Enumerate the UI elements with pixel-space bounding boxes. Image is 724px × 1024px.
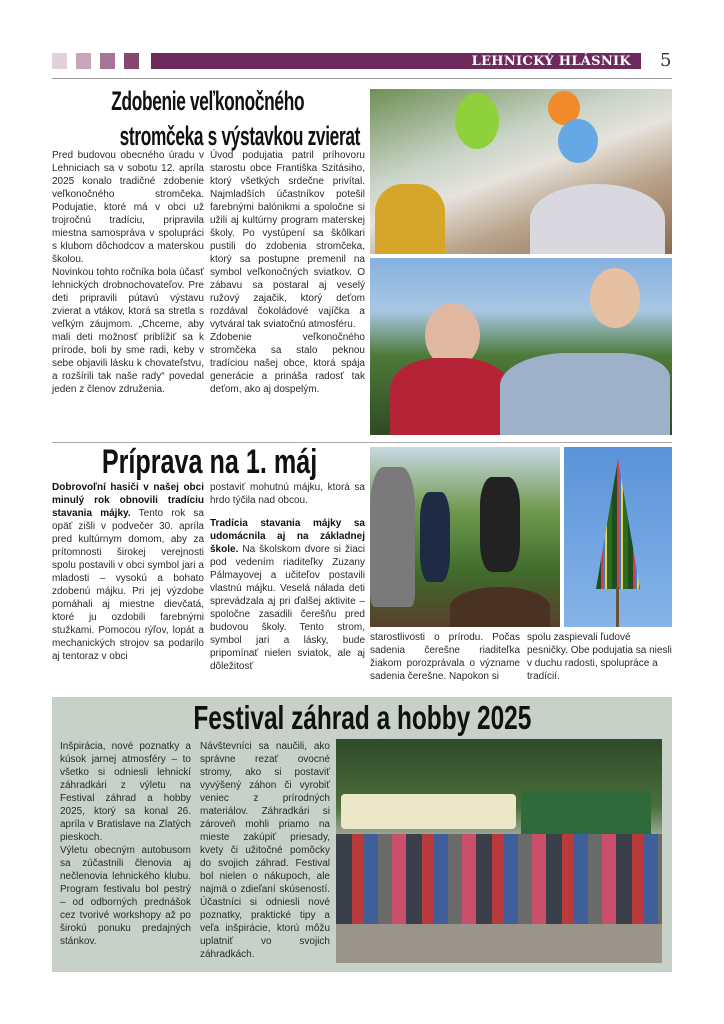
person — [530, 184, 665, 254]
photo-man-with-rabbit — [370, 258, 672, 435]
paragraph: Úvod podujatia patril príhovoru starostu obce Františka Szitásiho, ktorý všetkých srdečne privítal. Najmladších účastníkov potešil farebnými balónikmi a spoločne si užili aj kultúrny program materskej školy. Po vystúpení sa škôlkari pustili do zdobenia stromčeka, ktorý sa postupne premenil na symbol veľkonočných sviatkov. O zábavu sa postaral aj veselý ružový zajačik, ktorý deťom rozdával čokoládové vajíčka a vytváral tak sviatočnú atmosféru. — [210, 150, 365, 330]
maypole-trunk — [616, 587, 619, 627]
person — [480, 477, 520, 572]
paragraph: Pred budovou obecného úradu v Lehniciach sa v sobotu 12. apríla 2025 konalo tradičné zdobenie veľkonočného stromčeka. Podujatie, ktoré má v obci už trojročnú tradíciu, pripravila miestna samospráva v spolupráci s klubom dôchodcov a materskou školou. — [52, 150, 204, 265]
paragraph: Inšpirácia, nové poznatky a kúsok jarnej atmosféry – to všetko si odniesli lehnickí záhradkári z výletu na Festival záhrad a hobby 2025, ktorý sa konal 26. apríla v Bratislave na Zlatých pieskoch. — [60, 741, 191, 843]
header-bar — [151, 53, 641, 69]
paragraph: Novinkou tohto ročníka bola účasť lehnických drobnochovateľov. Pre deti pripravili pútavú výstavu zvierat a vtákov, ktorá sa stretla s veľkým záujmom. „Chceme, aby mali deti možnosť priblížiť sa k prírode, boli by sme radi, keby v sebe objavili lásku k chovateľstvu, a rozšírili tak naše rady“ povedal jeden z členov združenia. — [52, 267, 204, 395]
photo-garden-festival-group — [336, 739, 662, 963]
paragraph: spolu zaspievali ľudové pesničky. Obe podujatia sa niesli v duchu radosti, spolupráce a tradícií. — [527, 632, 672, 682]
pavement — [336, 924, 662, 963]
title-line: Zdobenie veľkonočného — [111, 86, 305, 116]
header-square — [100, 53, 115, 69]
balloon — [558, 119, 598, 163]
article2-column1 — [52, 481, 204, 663]
article3-column1 — [60, 740, 191, 948]
article3-column2 — [200, 740, 330, 961]
title-text: Festival záhrad a hobby 2025 — [193, 699, 531, 736]
title-line: stromčeka s výstavkou zvierat — [119, 121, 361, 151]
article3-title — [52, 700, 672, 736]
header-square — [76, 53, 91, 69]
lead-text: Dobrovoľní hasiči v našej obci minulý rok obnovili tradíciu stavania májky. — [52, 482, 204, 519]
maypole-tree — [596, 459, 640, 589]
photo-easter-tree-crowd — [370, 89, 672, 254]
soil — [450, 587, 550, 627]
article2-column4 — [527, 631, 672, 683]
paragraph: postaviť mohutnú májku, ktorá sa hrdo týčila nad obcou. — [210, 482, 365, 506]
festival-sign — [521, 791, 651, 836]
article2-column3 — [370, 631, 520, 683]
person — [390, 358, 510, 435]
child — [500, 353, 670, 435]
header-divider — [52, 78, 672, 79]
title-text: Príprava na 1. máj — [102, 443, 318, 481]
child-face — [590, 268, 640, 328]
group-of-people — [336, 834, 662, 924]
lead-text: Tradícia stavania májky sa udomácnila aj na základnej škole. — [210, 518, 365, 555]
paragraph: starostlivosti o prírodu. Počas sadenia čerešne riaditeľka žiakom porozprávala o význame sadenia čerešne. Napokon si — [370, 632, 520, 682]
article2-title — [40, 444, 380, 480]
paragraph: Zdobenie veľkonočného stromčeka sa stalo peknou tradíciou našej obce, ktorá spája generácie a prináša radosť tak deťom, ako aj dospelým. — [210, 332, 365, 395]
header-square — [52, 53, 67, 69]
article2-column2 — [210, 481, 365, 673]
article1-column1 — [52, 149, 204, 396]
article1-title — [52, 86, 364, 156]
paragraph: Výletu obecným autobusom sa zúčastnili členovia aj nečlenovia lehnického klubu. Program festivalu bol pestrý – od odborných prednášok cez tvorivé workshopy až po širokú ponuku predajných stánkov. — [60, 845, 191, 947]
balloon — [455, 93, 499, 149]
article1-column2 — [210, 149, 365, 396]
paragraph: Tento rok sa opäť zišli v podvečer 30. apríla pred kultúrnym domom, aby za prítomnosti širokej verejnosti spolu postavili v obci symbol jari a mladosti – vysokú a bohato zdobenú májku. Pri jej výzdobe pomáhali aj miestne dievčatá, ktoré ju ozdobili farebnými stužkami. Pomocou rýľov, lopát a mechanických strojov sa podarilo aj tentoraz v obci — [52, 508, 204, 662]
paragraph: Na školskom dvore si žiaci pod vedením riaditeľky Zuzany Pálmayovej a učiteľov postavili vlastnú májku. Veselá nálada deti sprevádzala aj pri ďalšej aktivite – spoločne zasadili čerešňu pred budovou školy. Tento strom, symbol jari a lásky, bude pripomínať nielen sviatok, ale aj dôležitosť — [210, 544, 365, 672]
publication-name: LEHNICKÝ HLÁSNIK — [471, 54, 631, 69]
photo-planting-cherry — [370, 447, 560, 627]
photo-maypole — [564, 447, 672, 627]
page-number: 5 — [660, 50, 672, 71]
header-square — [124, 53, 139, 69]
person — [420, 492, 450, 582]
festival-banner — [341, 794, 516, 829]
machine — [370, 467, 415, 607]
person — [375, 184, 445, 254]
paragraph: Návštevníci sa naučili, ako správne rezať ovocné stromy, ako si postaviť vyvýšený záhon či vyrobiť veniec z prírodných materiálov. Záhradkári si zároveň mohli priamo na mieste zakúpiť priesady, kvety či užitočné pomôcky do svojich záhrad. Festival bol nielen o nákupoch, ale najmä o zdieľaní skúseností. Účastníci si odniesli nové poznatky, praktické tipy a veľa inšpirácie, ktorú môžu uplatniť vo svojich záhradkách. — [200, 741, 330, 960]
